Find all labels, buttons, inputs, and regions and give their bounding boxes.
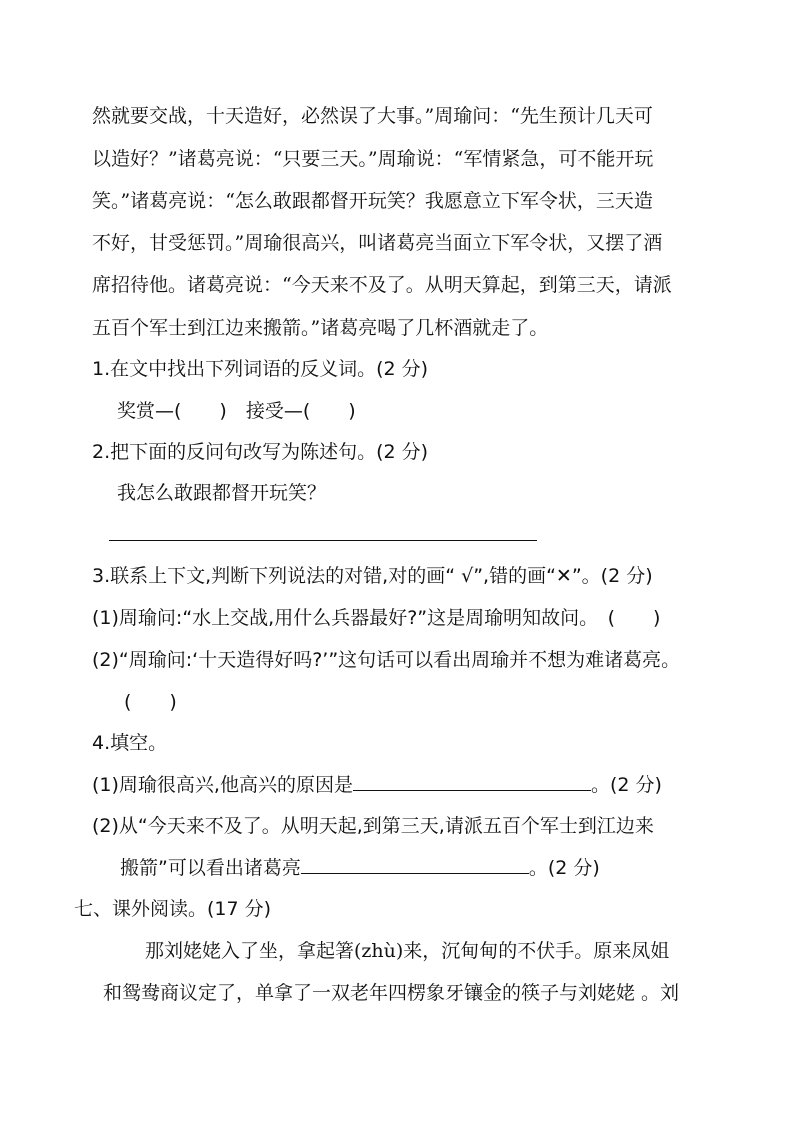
question-4-item-2-suffix: 。(2 分): [528, 857, 600, 879]
passage-line: 不好，甘受惩罚。”周瑜很高兴，叫诸葛亮当面立下军令状，又摆了酒: [92, 232, 663, 254]
passage-line: 以造好？”诸葛亮说：“只要三天。”周瑜说：“军情紧急，可不能开玩: [92, 148, 654, 170]
question-3-item-2: (2)“周瑜问:‘十天造得好吗?’”这句话可以看出周瑜并不想为难诸葛亮。: [92, 649, 681, 671]
question-4-item-1-suffix: 。(2 分): [590, 774, 662, 796]
passage-line: 笑。”诸葛亮说：“怎么敢跟都督开玩笑？我愿意立下军令状，三天造: [92, 190, 653, 212]
fill-in-blank: [353, 772, 591, 791]
question-1-title: 1.在文中找出下列词语的反义词。(2 分): [92, 358, 429, 380]
passage-line: 五百个军士到江边来搬箭。”诸葛亮喝了几杯酒就走了。: [92, 317, 549, 339]
answer-line: [109, 540, 537, 541]
fill-in-blank: [301, 855, 529, 874]
question-4-item-2-line-2: [120, 855, 600, 880]
passage-line: 席招待他。诸葛亮说：“今天来不及了。从明天算起，到第三天，请派: [92, 274, 672, 296]
question-4-item-2-line-1: (2)从“今天来不及了。从明天起,到第三天,请派五百个军士到江边来: [92, 815, 654, 837]
passage-line: 然就要交战，十天造好，必然误了大事。”周瑜问：“先生预计几天可: [92, 105, 653, 127]
question-3-title: 3.联系上下文,判断下列说法的对错,对的画“ √”,错的画“✕”。(2 分): [92, 565, 653, 587]
question-3-item-1: (1)周瑜问:“水上交战,用什么兵器最好?”这是周瑜明知故问。 ( ): [92, 607, 661, 629]
question-2-sentence: 我怎么敢跟都督开玩笑？: [117, 482, 327, 504]
section-7-passage-line: 和鸳鸯商议定了，单拿了一双老年四楞象牙镶金的筷子与刘姥姥 。刘: [103, 982, 680, 1004]
question-2-title: 2.把下面的反问句改写为陈述句。(2 分): [92, 441, 429, 463]
question-4-item-2-prefix: 搬箭”可以看出诸葛亮: [120, 857, 301, 879]
question-3-item-2-answer-parens: ( ): [124, 691, 177, 713]
question-4-item-1-prefix: (1)周瑜很高兴,他高兴的原因是: [92, 774, 353, 796]
question-1-antonym-blanks: 奖赏—( ) 接受—( ): [117, 400, 356, 422]
question-4-title: 4.填空。: [92, 732, 168, 754]
section-7-passage-line: 那刘姥姥入了坐，拿起箸(zhù)来，沉甸甸的不伏手。原来凤姐: [145, 940, 670, 962]
section-7-heading: 七、课外阅读。(17 分): [74, 898, 272, 920]
question-4-item-1: [92, 772, 662, 797]
